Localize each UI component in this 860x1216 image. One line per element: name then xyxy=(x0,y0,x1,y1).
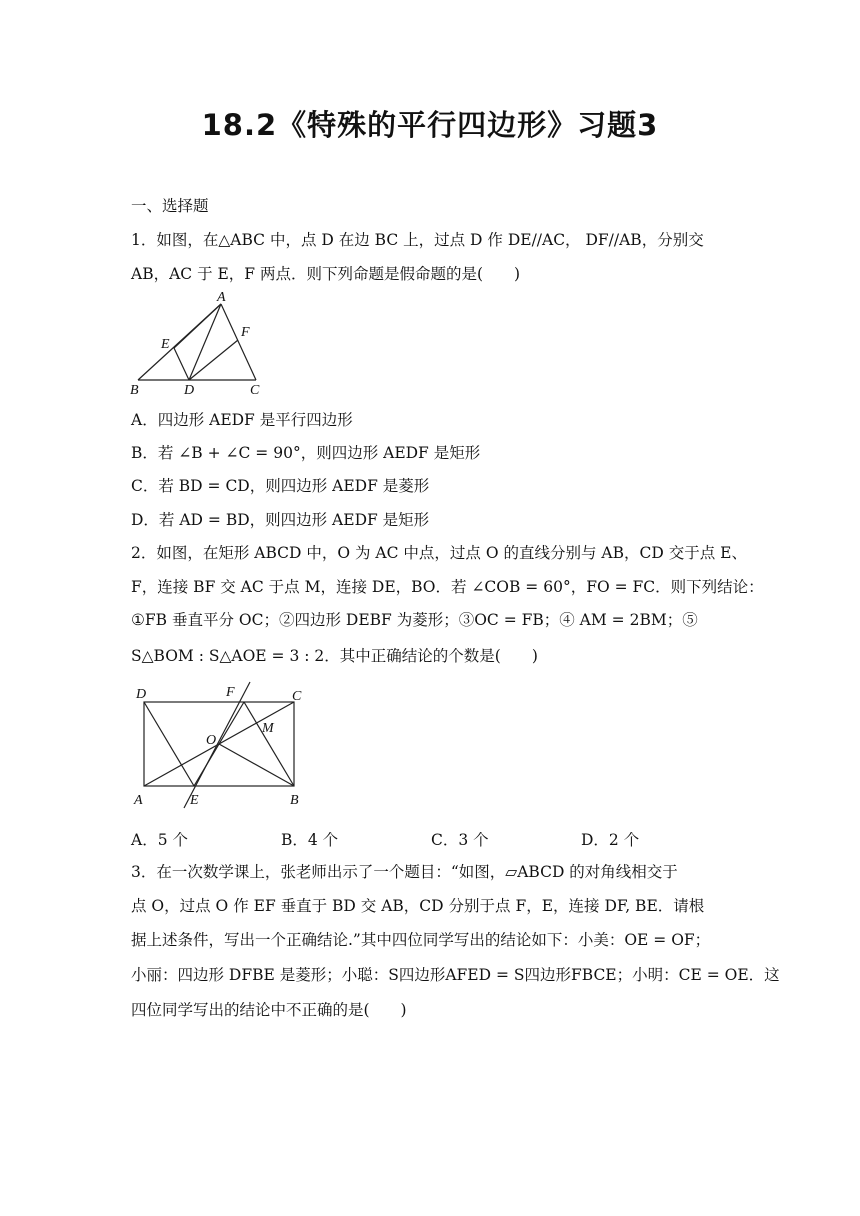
q1-option-a: A．四边形 AEDF 是平行四边形 xyxy=(131,411,353,429)
q1-label-C: C xyxy=(250,383,260,398)
q1-text-line-2: AB，AC 于 E，F 两点．则下列命题是假命题的是( ) xyxy=(131,265,521,283)
q2-label-D: D xyxy=(136,687,147,702)
q2-option-c: C．3 个 xyxy=(431,831,489,849)
q1-triangle-figure xyxy=(128,290,278,400)
q3-text-line-2: 点 O，过点 O 作 EF 垂直于 BD 交 AB，CD 分别于点 F，E，连接 DF, BE．请根 xyxy=(131,897,705,915)
q2-text-line-3: ①FB 垂直平分 OC；②四边形 DEBF 为菱形；③OC = FB；④ AM = 2BM；⑤ xyxy=(131,611,698,629)
q2-option-d: D．2 个 xyxy=(581,831,640,849)
q2-text-line-2: F，连接 BF 交 AC 于点 M，连接 DE，BO．若 ∠COB = 60°，FO = FC．则下列结论： xyxy=(131,578,764,596)
q1-label-A: A xyxy=(217,290,226,305)
q1-label-B: B xyxy=(130,383,139,398)
q1-label-D: D xyxy=(184,383,195,398)
q1-label-F: F xyxy=(241,325,250,340)
q3-text-line-4: 小丽：四边形 DFBE 是菱形；小聪：S四边形AFED = S四边形FBCE；小明：CE = OE．这 xyxy=(131,966,780,984)
q1-label-E: E xyxy=(161,337,170,352)
q3-text-line-5: 四位同学写出的结论中不正确的是( ) xyxy=(131,1001,407,1019)
q2-label-M: M xyxy=(262,721,274,736)
q2-option-b: B．4 个 xyxy=(281,831,339,849)
q1-option-b: B．若 ∠B + ∠C = 90°，则四边形 AEDF 是矩形 xyxy=(131,444,481,462)
q1-text-line-1: 1．如图，在△ABC 中，点 D 在边 BC 上，过点 D 作 DE//AC， DF//AB，分别交 xyxy=(131,231,704,249)
q2-label-F: F xyxy=(226,685,235,700)
q1-option-c: C．若 BD = CD，则四边形 AEDF 是菱形 xyxy=(131,477,430,495)
q2-label-B: B xyxy=(290,793,299,808)
q2-label-O: O xyxy=(206,733,217,748)
q2-label-E: E xyxy=(190,793,199,808)
section-heading: 一、选择题 xyxy=(131,197,209,215)
q2-options-row xyxy=(131,828,751,850)
q2-option-a: A．5 个 xyxy=(131,831,188,849)
q3-text-line-3: 据上述条件，写出一个正确结论.”其中四位同学写出的结论如下：小美：OE = OF； xyxy=(131,931,711,949)
q3-text-line-1: 3．在一次数学课上，张老师出示了一个题目：“如图，▱ABCD 的对角线相交于 xyxy=(131,863,678,881)
q2-text-line-1: 2．如图，在矩形 ABCD 中，O 为 AC 中点，过点 O 的直线分别与 AB，CD 交于点 E、 xyxy=(131,544,747,562)
q2-label-A: A xyxy=(134,793,143,808)
q2-label-C: C xyxy=(292,689,302,704)
q2-rectangle-figure xyxy=(128,680,318,812)
page-title: 18.2《特殊的平行四边形》习题3 xyxy=(201,108,659,142)
q1-option-d: D．若 AD = BD，则四边形 AEDF 是矩形 xyxy=(131,511,430,529)
q2-text-line-4: S△BOM : S△AOE = 3 : 2．其中正确结论的个数是( ) xyxy=(131,647,538,665)
